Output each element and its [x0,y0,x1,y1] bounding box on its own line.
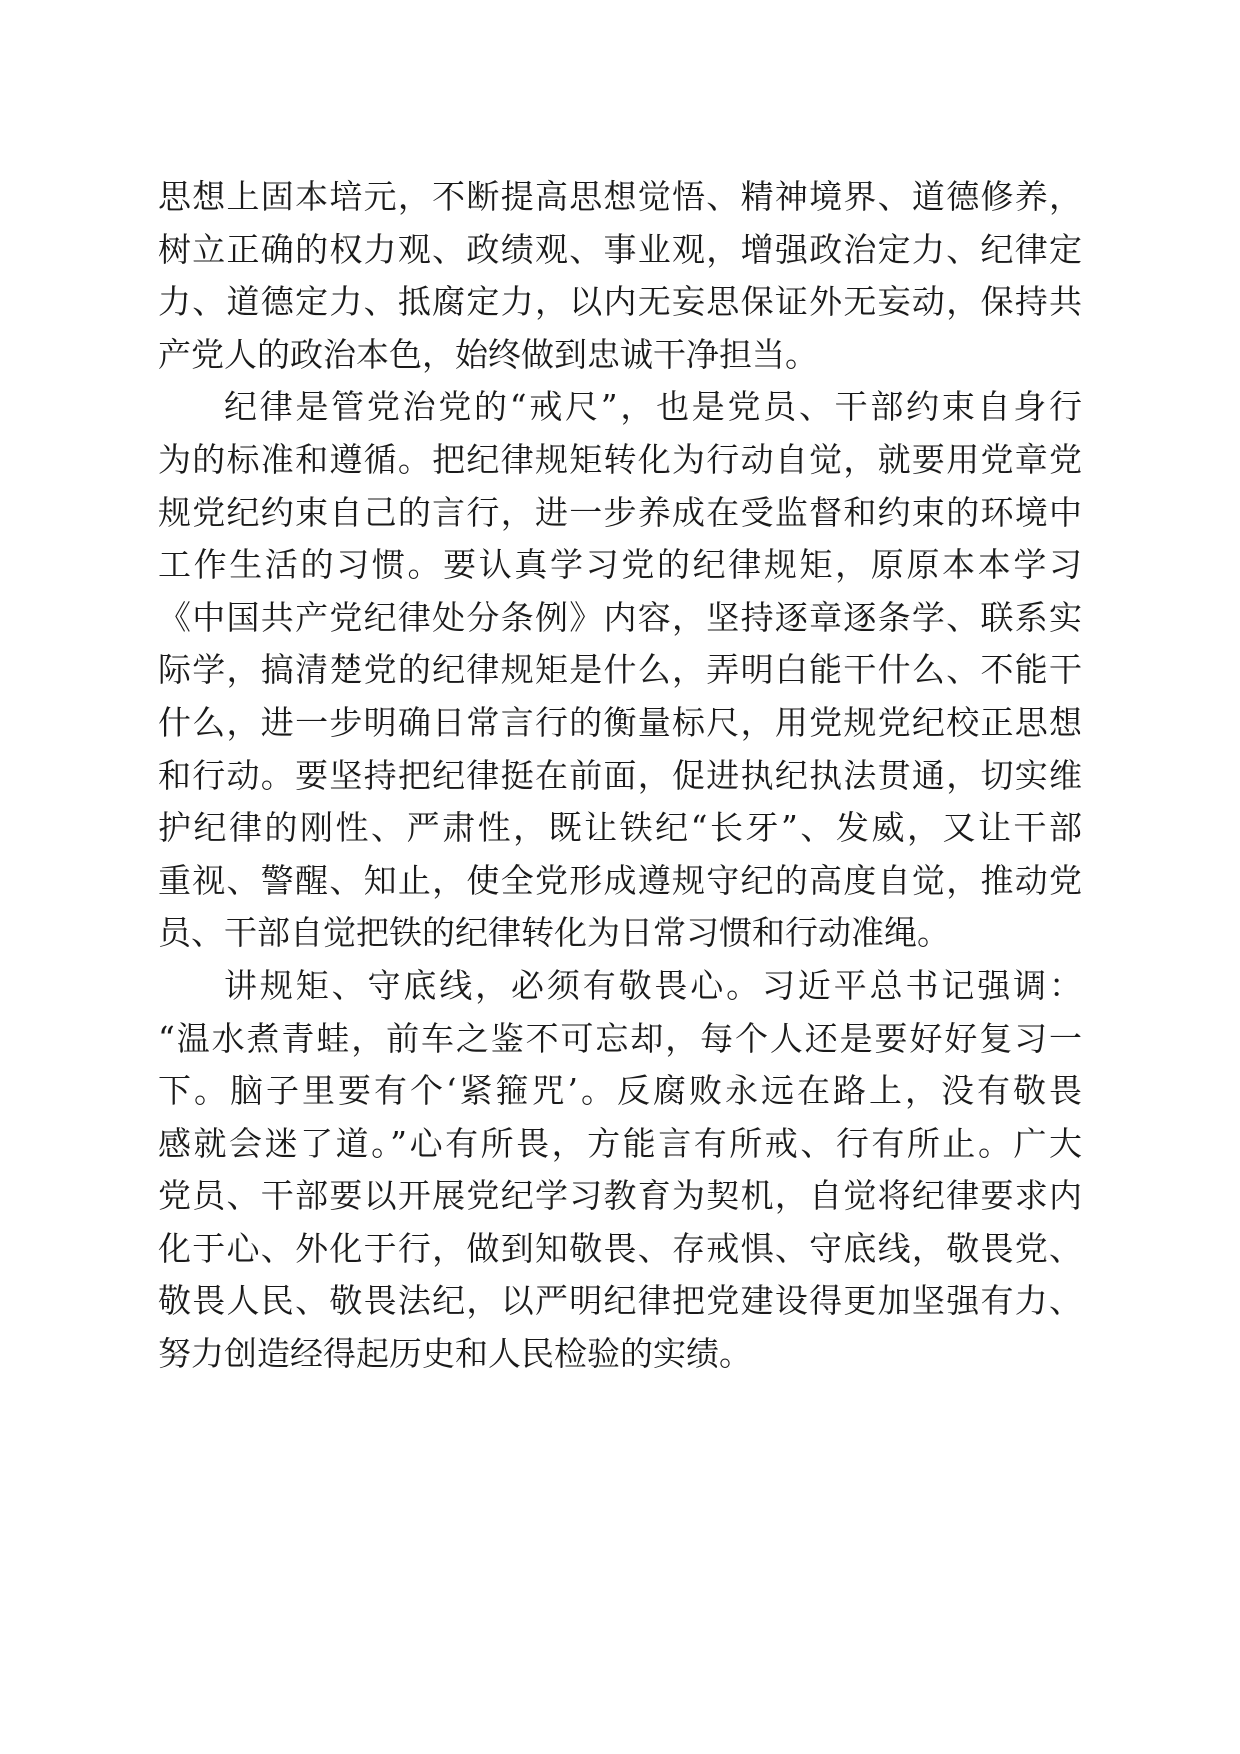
text-line: 重视、警醒、知止，使全党形成遵规守纪的高度自觉，推动党 [158,860,1082,900]
text-line: 下。脑子里要有个‘紧箍咒’。反腐败永远在路上，没有敬畏 [158,1071,1082,1111]
text-line: 员、干部自觉把铁的纪律转化为日常习惯和行动准绳。 [158,913,950,953]
text-line: 党员、干部要以开展党纪学习教育为契机，自觉将纪律要求内 [158,1176,1082,1216]
text-line: 努力创造经得起历史和人民检验的实绩。 [158,1334,752,1374]
text-line: 感就会迷了道。”心有所畏，方能言有所戒、行有所止。广大 [158,1123,1082,1163]
document-body [158,171,1082,1381]
text-line: 思想上固本培元，不断提高思想觉悟、精神境界、道德修养， [158,177,1082,216]
text-line: 工作生活的习惯。要认真学习党的纪律规矩，原原本本学习 [158,545,1082,585]
paragraph-start-line: 纪律是管党治党的“戒尺”，也是党员、干部约束自身行 [224,387,1082,427]
paragraph-start-line: 讲规矩、守底线，必须有敬畏心。习近平总书记强调： [224,965,1082,1005]
text-line: 护纪律的刚性、严肃性，既让铁纪“长牙”、发威，又让干部 [158,808,1082,848]
text-line: 力、道德定力、抵腐定力，以内无妄思保证外无妄动，保持共 [158,282,1082,322]
text-line: 规党纪约束自己的言行，进一步养成在受监督和约束的环境中 [158,492,1082,532]
text-line: “温水煮青蛙，前车之鉴不可忘却，每个人还是要好好复习一 [158,1018,1082,1058]
text-line: 际学，搞清楚党的纪律规矩是什么，弄明白能干什么、不能干 [158,650,1082,690]
text-line: 和行动。要坚持把纪律挺在前面，促进执纪执法贯通，切实维 [158,755,1082,795]
text-line: 敬畏人民、敬畏法纪，以严明纪律把党建设得更加坚强有力、 [158,1281,1082,1321]
text-line: 化于心、外化于行，做到知敬畏、存戒惧、守底线，敬畏党、 [158,1228,1082,1268]
text-line: 树立正确的权力观、政绩观、事业观，增强政治定力、纪律定 [158,229,1082,269]
text-line: 产党人的政治本色，始终做到忠诚干净担当。 [158,334,818,374]
text-line: 什么，进一步明确日常言行的衡量标尺，用党规党纪校正思想 [158,702,1082,742]
text-line: 《中国共产党纪律处分条例》内容，坚持逐章逐条学、联系实 [158,597,1082,637]
text-line: 为的标准和遵循。把纪律规矩转化为行动自觉，就要用党章党 [158,439,1082,479]
